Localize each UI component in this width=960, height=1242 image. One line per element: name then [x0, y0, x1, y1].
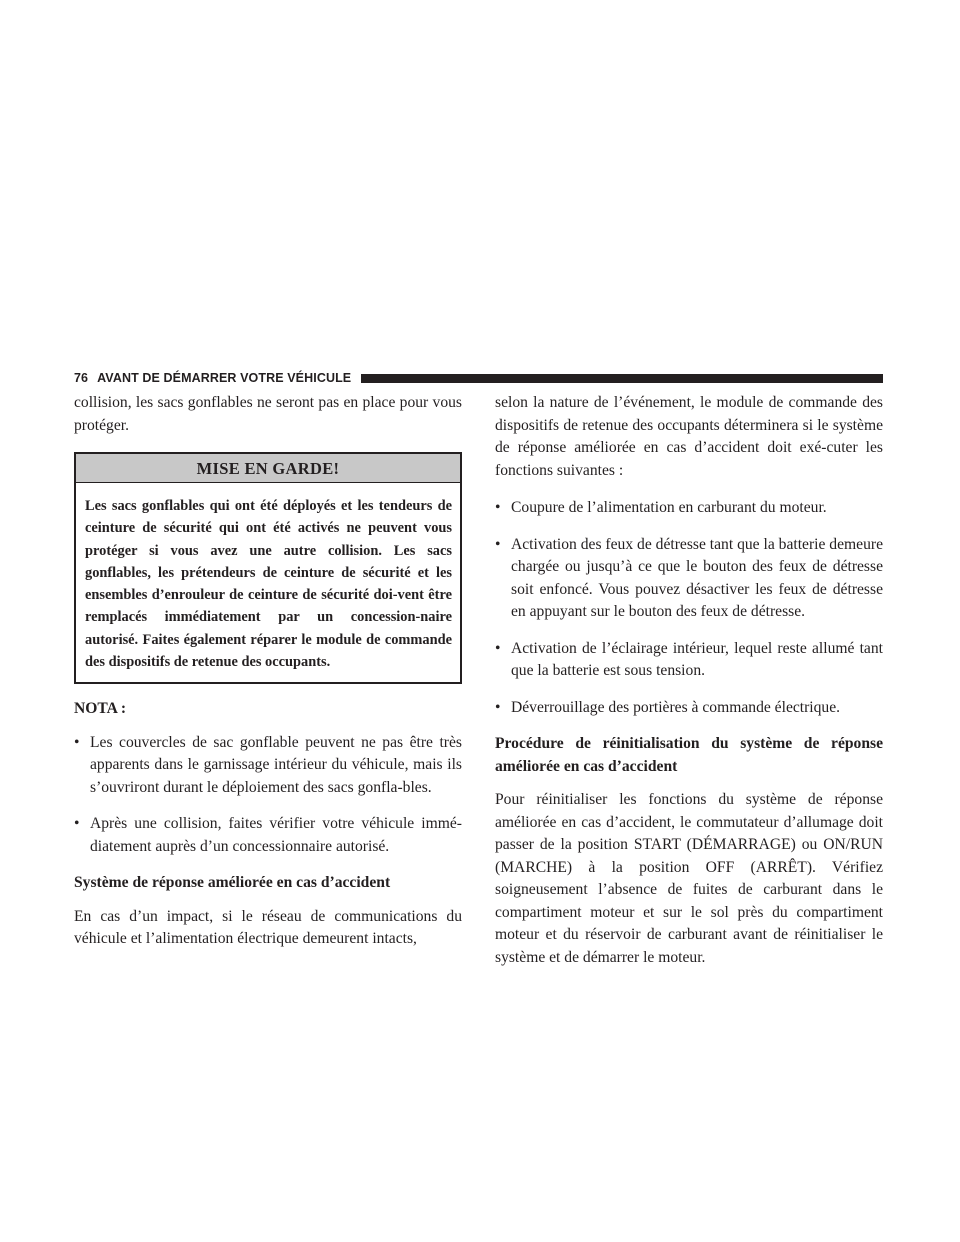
left-column [74, 392, 462, 951]
section-heading: Procédure de réinitialisation du système de réponse améliorée en cas d’accident [495, 735, 883, 775]
list-item-text: Déverrouillage des portières à commande électrique. [511, 698, 841, 716]
list-item-text: Après une collision, faites vérifier votre véhicule immé-diatement auprès d’un concessionnaire autorisé. [90, 815, 462, 855]
body-paragraph: Pour réinitialiser les fonctions du système de réponse améliorée en cas d’accident, le commutateur d’allumage doit passer de la position START (DÉMARRAGE) ou ON/RUN (MARCHE) à la position OFF (ARRÊT). Vérifiez soigneusement l’absence de fuites de carburant dans le compartiment moteur et sur le sol près du compartiment moteur et du réservoir de carburant avant de réinitialiser le système et de démarrer le moteur. [495, 791, 883, 966]
page-header [74, 368, 883, 388]
list-item [495, 697, 883, 720]
warning-box [74, 452, 462, 684]
list-item [495, 534, 883, 624]
list-item [74, 732, 462, 800]
page-number: 76 [74, 371, 89, 385]
list-item [495, 497, 883, 520]
intro-paragraph: collision, les sacs gonflables ne seront pas en place pour vous protéger. [74, 394, 462, 434]
bullet-icon: • [495, 698, 501, 716]
list-item [495, 638, 883, 683]
list-item-text: Coupure de l’alimentation en carburant du moteur. [511, 499, 827, 516]
bullet-icon: • [495, 499, 501, 516]
list-item-text: Activation de l’éclairage intérieur, lequel reste allumé tant que la batterie est sous tension. [511, 639, 883, 679]
function-list [495, 497, 883, 719]
nota-list [74, 732, 462, 859]
bullet-icon: • [74, 733, 80, 751]
section-heading: Système de réponse améliorée en cas d’accident [74, 874, 391, 892]
right-column [495, 392, 883, 969]
bullet-icon: • [74, 815, 80, 833]
bullet-icon: • [495, 639, 501, 657]
warning-text: Les sacs gonflables qui ont été déployés et les tendeurs de ceinture de sécurité qui ont été activés ne peuvent vous protéger si vous avez une autre collision. Les sacs gonflables, les prétendeurs de ceinture de sécurité et les ensembles d’enrouleur de ceinture de sécurité doi-vent être remplacés immédiatement par un concession-naire autorisé. Faites également réparer le module de commande des dispositifs de retenue des occupants. [85, 498, 452, 671]
bullet-icon: • [495, 535, 501, 553]
body-paragraph: selon la nature de l’événement, le module de commande des dispositifs de retenue des occupants déterminera si le système de réponse améliorée en cas d’accident doit exé-cuter les fonctions suivantes : [495, 394, 883, 479]
body-paragraph: En cas d’un impact, si le réseau de communications du véhicule et l’alimentation électrique demeurent intacts, [74, 907, 462, 948]
list-item-text: Les couvercles de sac gonflable peuvent ne pas être très apparents dans le garnissage intérieur du véhicule, mais ils s’ouvriront durant le déploiement des sacs gonfla-bles. [90, 733, 462, 796]
list-item [74, 813, 462, 858]
section-title: AVANT DE DÉMARRER VOTRE VÉHICULE [97, 371, 352, 385]
warning-title: MISE EN GARDE! [76, 454, 460, 483]
header-rule [361, 374, 883, 383]
nota-label: NOTA : [74, 700, 127, 718]
list-item-text: Activation des feux de détresse tant que la batterie demeure chargée ou jusqu’à ce que le bouton des feux de détresse soit enfoncé. Vous pouvez désactiver les feux de détresse en appuyant sur le bouton des feux de détresse. [511, 535, 883, 620]
